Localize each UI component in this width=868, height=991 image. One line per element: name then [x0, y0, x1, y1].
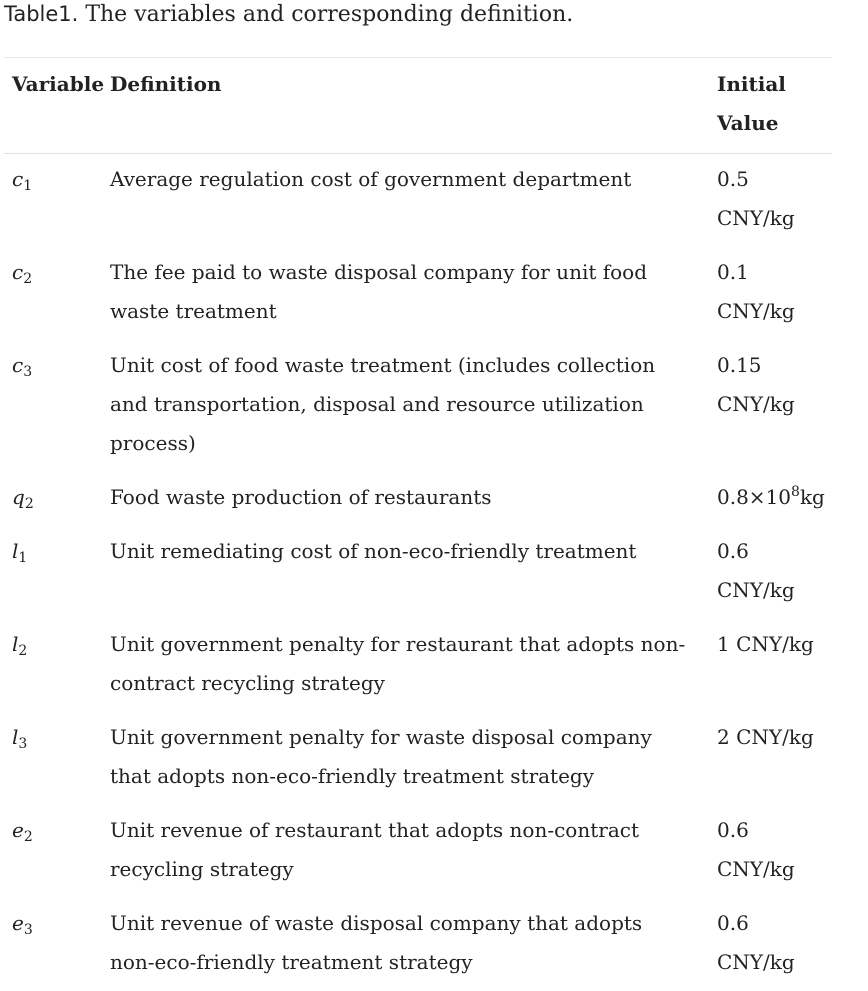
variable-subscript: 2: [18, 643, 27, 659]
initial-value-cell: [709, 472, 832, 526]
value-exponent: 8: [791, 484, 800, 500]
table-caption: [4, 0, 832, 58]
table-row: [4, 712, 832, 805]
variable-cell: [4, 619, 106, 712]
variable-symbol: q: [12, 485, 25, 509]
variable-cell: [4, 805, 106, 898]
variable-subscript: 1: [18, 550, 27, 566]
table-row: [4, 472, 832, 526]
definition-cell: Unit revenue of waste disposal company that adopts non-eco-friendly treatment strategy: [106, 898, 709, 991]
definition-cell: Unit remediating cost of non-eco-friendly treatment: [106, 526, 709, 619]
variable-symbol: l: [12, 725, 18, 749]
variable-symbol: l: [12, 632, 18, 656]
initial-value-cell: 1 CNY/kg: [709, 619, 832, 712]
table-row: [4, 154, 832, 248]
variable-symbol: l: [12, 539, 18, 563]
variable-cell: [4, 526, 106, 619]
caption-text: The variables and corresponding definition.: [85, 2, 573, 27]
variable-symbol: c: [12, 260, 23, 284]
table-row: [4, 340, 832, 472]
variable-symbol: e: [12, 818, 24, 842]
definition-cell: The fee paid to waste disposal company for unit food waste treatment: [106, 247, 709, 340]
initial-value-cell: 0.6 CNY/kg: [709, 805, 832, 898]
header-row: [4, 58, 832, 154]
variable-subscript: 3: [23, 364, 32, 380]
definition-cell: Average regulation cost of government department: [106, 154, 709, 248]
variable-subscript: 1: [23, 178, 32, 194]
variable-subscript: 2: [24, 829, 33, 845]
table-row: [4, 898, 832, 991]
definition-cell: Unit revenue of restaurant that adopts non-contract recycling strategy: [106, 805, 709, 898]
caption-label: Table1.: [4, 2, 78, 26]
initial-value-cell: 0.6 CNY/kg: [709, 526, 832, 619]
definition-cell: Unit government penalty for restaurant that adopts non-contract recycling strategy: [106, 619, 709, 712]
variable-cell: [4, 472, 106, 526]
variable-symbol: c: [12, 167, 23, 191]
table-header: [4, 58, 832, 154]
table-row: [4, 619, 832, 712]
initial-value-cell: 0.5 CNY/kg: [709, 154, 832, 248]
variable-subscript: 3: [24, 922, 33, 938]
variable-cell: [4, 712, 106, 805]
value-mantissa: 0.8×10: [717, 485, 791, 509]
variables-table: [4, 58, 832, 991]
definition-cell: Food waste production of restaurants: [106, 472, 709, 526]
initial-value-cell: 2 CNY/kg: [709, 712, 832, 805]
variable-cell: [4, 154, 106, 248]
variable-subscript: 3: [18, 736, 27, 752]
initial-value-cell: 0.6 CNY/kg: [709, 898, 832, 991]
header-initial-value: Initial Value: [709, 58, 832, 154]
table-row: [4, 247, 832, 340]
variable-cell: [4, 340, 106, 472]
table-row: [4, 805, 832, 898]
header-definition: Definition: [106, 58, 709, 154]
initial-value-cell: 0.15 CNY/kg: [709, 340, 832, 472]
variable-cell: [4, 247, 106, 340]
variable-symbol: e: [12, 911, 24, 935]
definition-cell: Unit government penalty for waste disposal company that adopts non-eco-friendly treatment strategy: [106, 712, 709, 805]
table-row: [4, 526, 832, 619]
variable-subscript: 2: [25, 496, 34, 512]
definition-cell: Unit cost of food waste treatment (includes collection and transportation, disposal and resource utilization process): [106, 340, 709, 472]
header-variable: Variable: [4, 58, 106, 154]
variable-cell: [4, 898, 106, 991]
value-unit: kg: [800, 485, 825, 509]
initial-value-cell: 0.1 CNY/kg: [709, 247, 832, 340]
variable-subscript: 2: [23, 271, 32, 287]
variable-symbol: c: [12, 353, 23, 377]
table-body: [4, 154, 832, 991]
